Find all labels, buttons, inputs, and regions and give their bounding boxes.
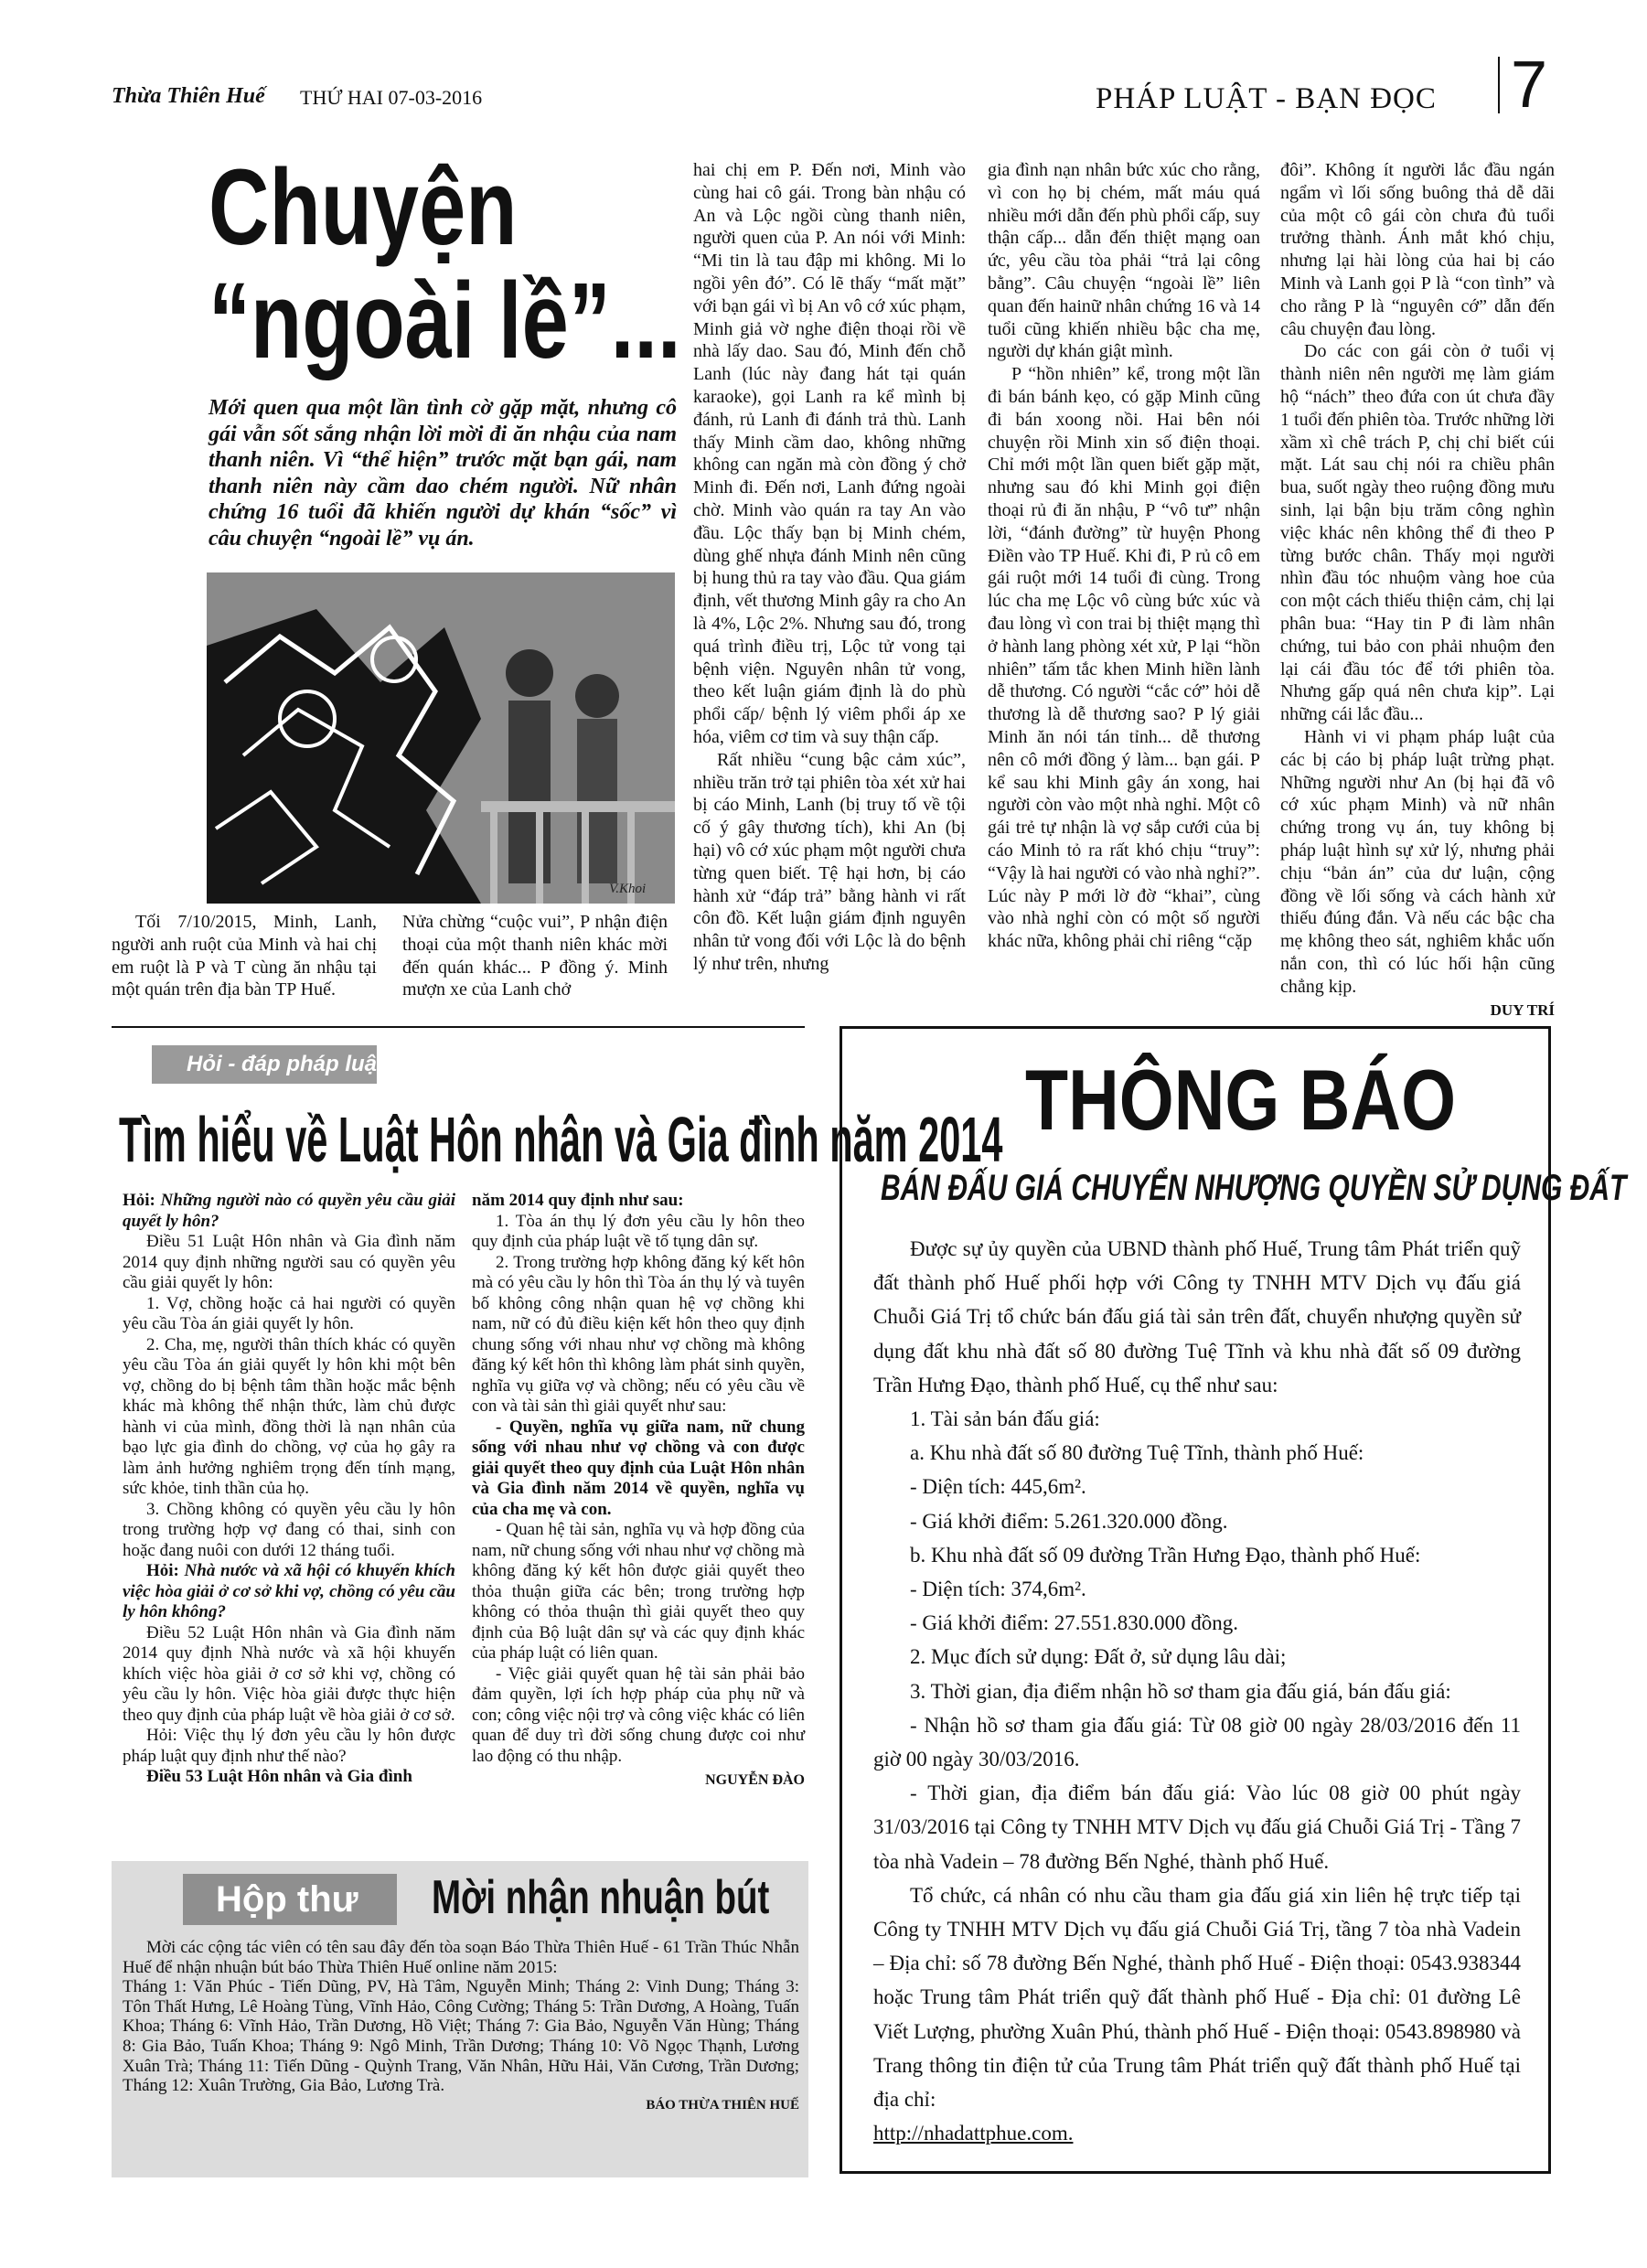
paragraph: Hành vi vi phạm pháp luật của các bị cáo bị pháp luật trừng phạt. Những người như An (bị hại đã vô cớ xúc phạm Minh) và nữ nhân chứng trong vụ án, tuy không bị pháp luật hình sự xử lý, nhưng phải chịu “bản án” của dư luận, cộng đồng về lối sống và cách hành xử thiếu đúng đắn. Và nếu các bậc cha mẹ không theo sát, nghiêm khắc uốn nắn con, thì có lúc hối hận cũng chẳng kịp. [1280,726,1555,997]
question-text: Nhà nước và xã hội có khuyến khích việc hòa giải ở cơ sở khi vợ, chồng có yêu cầu ly hôn không? [123,1561,455,1621]
feature-column-2 [402,911,668,1001]
section-divider [112,1026,805,1028]
notice-item: Tổ chức, cá nhân có nhu cầu tham gia đấu giá xin liên hệ trực tiếp tại Công ty TNHH MTV Dịch vụ đấu giá Chuỗi Giá Trị, tầng 7 tòa nhà Vadein – Địa chỉ: số 78 đường Bến Nghé, thành phố Huế - Điện thoại: 0543.938344 hoặc Trung tâm Phát triển quỹ đất thành phố Huế - Địa chỉ: 01 đường Lê Viết Lượng, phường Xuân Phú, thành phố Huế - Điện thoại: 0543.898980 và Trang thông tin điện tử của Trung tâm Phát triển quỹ đất thành phố Huế tại địa chỉ: [873,1883,1521,2112]
paragraph: 1. Tòa án thụ lý đơn yêu cầu ly hôn theo quy định của pháp luật về tố tụng dân sự. [472,1211,805,1251]
mailbox-title: Mời nhận nhuận bút [432,1871,770,1924]
paragraph: năm 2014 quy định như sau: [472,1191,684,1210]
feature-column-1 [112,911,377,1001]
paragraph: Tối 7/10/2015, Minh, Lanh, người anh ruột của Minh và hai chị em ruột là P và T cùng ăn nhậu tại một quán trên địa bàn TP Huế. [112,912,377,1000]
notice-item: - Giá khởi điểm: 27.551.830.000 đồng. [910,1611,1239,1635]
notice-title: THÔNG BÁO [1025,1052,1457,1148]
notice-subtitle: BÁN ĐẤU GIÁ CHUYỂN NHƯỢNG QUYỀN SỬ DỤNG ĐẤT [881,1168,1627,1208]
feature-column-4 [988,159,1260,953]
notice-item: - Giá khởi điểm: 5.261.320.000 đồng. [910,1509,1228,1533]
mailbox-tag: Hộp thư [183,1874,397,1925]
notice-item: 2. Mục đích sử dụng: Đất ở, sử dụng lâu dài; [910,1645,1287,1669]
paragraph: P “hồn nhiên” kể, trong một lần đi bán bánh kẹo, có gặp Minh cũng đi bán xoong nồi. Hai bên nói chuyện rồi Minh xin số điện thoại. Chỉ mới một lần quen biết gặp mặt, nhưng sau đó khi Minh gọi điện thoại rủ đi ăn nhậu, P “vô tư” nhận lời, “đánh đường” từ huyện Phong Điền vào TP Huế. Khi đi, P rủ cô em gái ruột mới 14 tuổi đi cùng. Trong lúc cha mẹ Lộc vô cùng bức xúc và đau lòng vì con trai bị thiệt mạng thì ở hành lang phòng xét xử, P lại “hồn nhiên” tấm tắc khen Minh hiền lành dễ thương. Có người “cắc cớ” hỏi dễ thương là dễ thương sao? P lý giải Minh ăn nói tán tỉnh... dễ thương nên cô mới đồng ý làm... bạn gái. P kể sau khi Minh gây án xong, hai người còn vào một nhà nghỉ. Một cô gái trẻ tự nhận là vợ sắp cưới của bị cáo Minh tỏ ra rất khó chịu “truy”: “Vậy là hai người có vào nhà nghỉ?”. Lúc này P mới lờ đờ “khai”, cùng vào nhà nghỉ còn có một số người khác nữa, không phải chỉ riêng “cặp [988,364,1260,952]
notice-url-line [873,2116,1521,2150]
masthead-date: THỨ HAI 07-03-2016 [300,86,483,109]
mailbox-box [112,1861,808,2177]
paragraph: Do các con gái còn ở tuổi vị thành niên nên người mẹ làm giám hộ “nách” theo đứa con út chưa đầy 1 tuổi đến phiên tòa. Trước những lời xầm xì chê trách P, chị chỉ biết cúi mặt. Lát sau chị nói ra chiều phân bua, suốt ngày theo ruộng đồng mưu sinh, lại bận bịu trăm công nghìn việc khác nên không thể đi theo P từng bước chân. Thấy mọi người nhìn đầu tóc nhuộm vàng hoe của con một cách thiếu thiện cảm, chị lại phân bua: “Hay tin P đi làm nhân chứng, tui bảo con phải nhuộm đen lại cái đầu tóc để tới phiên tòa. Nhưng gấp quá nên chưa kịp”. Lại những cái lắc đầu... [1280,341,1555,725]
qa-question [123,1561,455,1623]
qa-tag: Hỏi - đáp pháp luật [152,1045,377,1084]
feature-column-3 [693,159,966,976]
paragraph: Rất nhiều “cung bậc cảm xúc”, nhiều trăn trở tại phiên tòa xét xử hai bị cáo Minh, Lanh (bị truy tố về tội cố ý gây thương tích), khi An (bị hại) vô cớ xúc phạm một người chưa từng quen biết. Tệ hại hơn, bị cáo hành xử “đáp trả” bằng hành vi rất côn đồ. Kết luận giám định nguyên nhân tử vong đối với Lộc là do bệnh lý như trên, nhưng [693,749,966,974]
notice-body [873,1232,1521,2150]
paragraph: 1. Vợ, chồng hoặc cả hai người có quyền yêu cầu Tòa án giải quyết ly hôn. [123,1293,455,1333]
notice-intro: Được sự ủy quyền của UBND thành phố Huế, Trung tâm Phát triển quỹ đất thành phố Huế phối hợp với Công ty TNHH MTV Dịch vụ đấu giá Chuỗi Giá Trị tổ chức bán đấu giá tài sản trên đất, chuyển nhượng quyền sử dụng đất khu nhà đất số 80 đường Tuệ Tĩnh và khu nhà đất số 09 đường Trần Hưng Đạo, thành phố Huế, cụ thể như sau: [873,1237,1521,1396]
feature-title-line-2: “ngoài lề”... [209,261,681,381]
paragraph: Hỏi: Việc thụ lý đơn yêu cầu ly hôn được pháp luật quy định như thế nào? [123,1726,455,1766]
notice-item: - Diện tích: 374,6m². [910,1578,1086,1601]
question-text: Những người nào có quyền yêu cầu giải quyết ly hôn? [123,1191,456,1231]
paragraph: - Việc giải quyết quan hệ tài sản phải bảo đảm quyền, lợi ích hợp pháp của phụ nữ và con; công việc nội trợ và công việc khác có liên quan để duy trì đời sống chung được coi như lao động có thu nhập. [472,1664,805,1766]
paragraph: gia đình nạn nhân bức xúc cho rằng, vì con họ bị chém, mất máu quá nhiều mới dẫn đến phù phổi cấp, suy thận cấp... dẫn đến thiệt mạng oan ức, yêu cầu tòa phải “trả lại công bằng”. Câu chuyện “ngoài lề” liên quan đến hainữ nhân chứng 16 và 14 tuổi cũng khiến nhiều bậc cha mẹ, người dự khán giật mình. [988,160,1260,362]
paragraph: 2. Trong trường hợp không đăng ký kết hôn mà có yêu cầu ly hôn thì Tòa án thụ lý và tuyên bố không công nhận quan hệ vợ chồng khi nam, nữ có đủ điều kiện kết hôn theo quy định chung sống với nhau như vợ chồng mà không đăng ký kết hôn thì không làm phát sinh quyền, nghĩa vụ giữa vợ và chồng; nếu có yêu cầu về con và tài sản thì giải quyết như sau: [472,1252,805,1416]
page-number: 7 [1511,48,1548,122]
notice-item: - Thời gian, địa điểm bán đấu giá: Vào lúc 08 giờ 00 phút ngày 31/03/2016 tại Công ty TNHH MTV Dịch vụ đấu giá Chuỗi Giá Trị - Tầng 7 tòa nhà Vadein – 78 đường Bến Nghé, thành phố Huế. [873,1781,1521,1873]
question-label: Hỏi: [123,1191,161,1210]
notice-item: b. Khu nhà đất số 09 đường Trần Hưng Đạo, thành phố Huế: [910,1543,1421,1567]
feature-lead: Mới quen qua một lần tình cờ gặp mặt, nhưng cô gái vẫn sốt sắng nhận lời mời đi ăn nhậu của nam thanh niên. Vì “thể hiện” trước mặt bạn gái, nam thanh niên này cầm dao chém người. Nữ nhân chứng 16 tuổi đã khiến người dự khán “sốc” vì câu chuyện “ngoài lề” vụ án. [209,396,677,551]
masthead-paper-name: Thừa Thiên Huế [112,84,265,108]
paragraph: 3. Chồng không có quyền yêu cầu ly hôn trong trường hợp vợ đang có thai, sinh con hoặc đang nuôi con dưới 12 tháng tuổi. [123,1499,455,1560]
qa-column-left [123,1191,455,1788]
notice-item: 3. Thời gian, địa điểm nhận hồ sơ tham gia đấu giá, bán đấu giá: [910,1679,1451,1703]
mailbox-body [123,1938,799,2115]
question-label: Hỏi: [146,1561,185,1580]
mailbox-intro: Mời các cộng tác viên có tên sau đây đến tòa soạn Báo Thừa Thiên Huế - 61 Trần Thúc Nhẫn Huế để nhận nhuận bút báo Thừa Thiên Huế online năm 2015: [123,1938,799,1977]
paragraph: Nửa chừng “cuộc vui”, P nhận điện thoại của một thanh niên khác mời đến quán khác... P đồng ý. Minh mượn xe của Lanh chở [402,912,668,1000]
paragraph: Điều 51 Luật Hôn nhân và Gia đình năm 2014 quy định những người sau có quyền yêu cầu giải quyết ly hôn: [123,1232,455,1292]
qa-byline: NGUYỄN ĐÀO [705,1772,805,1788]
notice-box [840,1026,1627,2174]
qa-title: Tìm hiểu về Luật Hôn nhân và Gia đình năm 2014 [119,1104,1003,1175]
notice-item: - Nhận hồ sơ tham gia đấu giá: Từ 08 giờ 00 ngày 28/03/2016 đến 11 giờ 00 ngày 30/03/2016. [873,1713,1521,1771]
feature-column-5 [1280,159,1555,1022]
qa-question [123,1191,455,1232]
feature-title-line-1: Chuyện [209,147,518,268]
notice-item: 1. Tài sản bán đấu giá: [910,1407,1100,1431]
paragraph: hai chị em P. Đến nơi, Minh vào cùng hai cô gái. Trong bàn nhậu có An và Lộc ngồi cùng thanh niên, người quen của P. An nói với Minh: “Mi tin là tau đập mi không. Mi lo ngồi yên đó”. Có lẽ thấy “mất mặt” với bạn gái vì bị An vô cớ xúc phạm, Minh giả vờ nghe điện thoại rồi về nhà lấy dao. Sau đó, Minh đến chỗ Lanh (lúc này đang hát tại quán karaoke), gọi Lanh ra kể mình bị đánh, rủ Lanh đi đánh trả thù. Lanh thấy Minh cầm dao, không những không can ngăn mà còn đồng ý chở Minh đi. Đến nơi, Lanh đứng ngoài chờ. Minh vào quán ra tay An vào đầu. Lộc thấy bạn bị Minh chém, dùng ghế nhựa đánh Minh nên cũng bị hung thủ ra tay vào đầu. Qua giám định, vết thương Minh gây ra cho An là 4%, Lộc 2%. Nhưng sau đó, trong quá trình điều trị, Lộc tử vong tại bệnh viện. Nguyên nhân tử vong, theo kết luận giám định là do phù phổi cấp/ bệnh lý viêm phổi áp xe hóa, viêm cơ tim và suy thận cấp. [693,160,966,747]
paragraph: - Quyền, nghĩa vụ giữa nam, nữ chung sống với nhau như vợ chồng và con được giải quyết theo quy định của Luật Hôn nhân và Gia đình năm 2014 về quyền, nghĩa vụ của cha mẹ và con. [472,1417,805,1519]
illustration-signature: V.Khoi [609,882,647,896]
paragraph: Điều 52 Luật Hôn nhân và Gia đình năm 2014 quy định Nhà nước và xã hội khuyến khích việc hòa giải ở cơ sở khi vợ, chồng có yêu cầu ly hôn. Việc hòa giải được thực hiện theo quy định của pháp luật về hòa giải ở cơ sở. [123,1622,455,1725]
mailbox-byline: BÁO THỪA THIÊN HUẾ [646,2097,799,2113]
feature-byline: DUY TRÍ [1490,1001,1555,1020]
notice-item: a. Khu nhà đất số 80 đường Tuệ Tĩnh, thành phố Huế: [910,1441,1364,1465]
feature-illustration [207,572,675,904]
paragraph: Điều 53 Luật Hôn nhân và Gia đình [146,1767,412,1786]
header-divider [1498,57,1500,113]
paragraph: - Quan hệ tài sản, nghĩa vụ và hợp đồng của nam, nữ chung sống với nhau như vợ chồng mà không đăng ký kết hôn được giải quyết theo thỏa thuận giữa các bên; trong trường hợp không có thỏa thuận thì giải quyết theo quy định của Bộ luật dân sự và các quy định khác của pháp luật có liên quan. [472,1520,805,1663]
section-name: PHÁP LUẬT - BẠN ĐỌC [1096,82,1437,115]
mailbox-list: Tháng 1: Văn Phúc - Tiến Dũng, PV, Hà Tâm, Nguyễn Minh; Tháng 2: Vinh Dung; Tháng 3: Tôn Thất Hưng, Lê Hoàng Tùng, Vĩnh Hảo, Công Cường; Tháng 5: Trần Dương, A Hoàng, Tuấn Khoa; Tháng 6: Vĩnh Hảo, Trần Dương, Hồ Việt; Tháng 7: Gia Bảo, Nguyễn Văn Hùng; Tháng 8: Gia Bảo, Tuấn Khoa; Tháng 9: Ngô Minh, Trần Dương; Tháng 10: Võ Ngọc Thạnh, Lương Xuân Trà; Tháng 11: Tiến Dũng - Quỳnh Trang, Văn Nhân, Hữu Hải, Văn Cương, Trần Dương; Tháng 12: Xuân Trường, Gia Bảo, Lương Trà. [123,1977,799,2096]
paragraph: đôi”. Không ít người lắc đầu ngán ngẩm vì lối sống buông thả dễ dãi của một cô gái còn chưa đủ tuổi trưởng thành. Ánh mắt khó chịu, nhưng lại hài lòng của hai bị cáo Minh và Lanh gọi P là “con tình” và cho rằng P là “nguyên cớ” dẫn đến câu chuyện đau lòng. [1280,160,1555,339]
notice-url-link[interactable]: http://nhadattphue.com. [873,2122,1074,2145]
paragraph: 2. Cha, mẹ, người thân thích khác có quyền yêu cầu Tòa án giải quyết ly hôn khi một bên vợ, chồng do bị bệnh tâm thần hoặc mắc bệnh khác mà không thể nhận thức, làm chủ được hành vi của mình, đồng thời là nạn nhân của bạo lực gia đình do chồng, vợ của họ gây ra làm ảnh hưởng nghiêm trọng đến tính mạng, sức khỏe, tinh thần của họ. [123,1334,455,1498]
notice-item: - Diện tích: 445,6m². [910,1475,1086,1499]
qa-column-right [472,1191,805,1792]
